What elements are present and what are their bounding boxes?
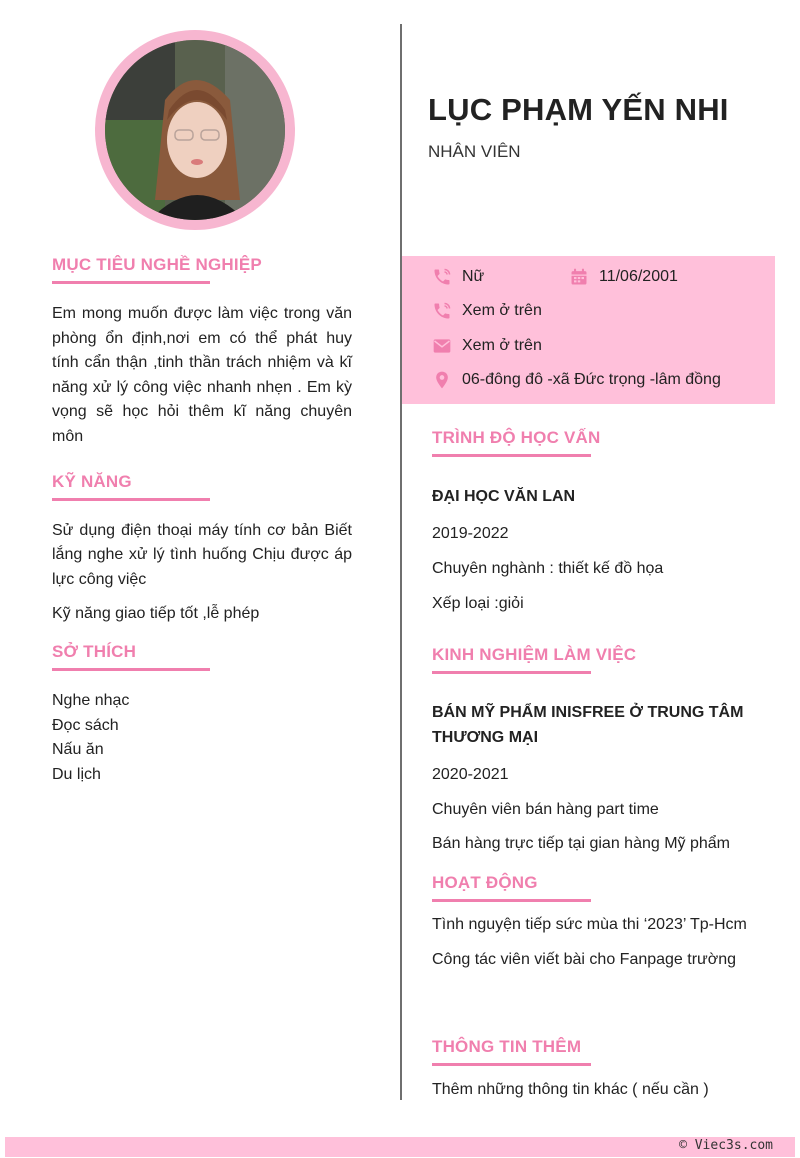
- contact-address: [432, 370, 721, 390]
- additional-title: THÔNG TIN THÊM: [432, 1037, 762, 1066]
- gender-value: Nữ: [462, 268, 485, 285]
- activities-title: HOẠT ĐỘNG: [432, 873, 747, 902]
- contact-phone: [432, 301, 542, 321]
- hobbies-title: SỞ THÍCH: [52, 642, 352, 677]
- calendar-icon: [569, 267, 589, 287]
- avatar-photo: [105, 40, 285, 220]
- contact-box: [402, 256, 775, 404]
- phone-icon: [432, 301, 452, 321]
- avatar-frame: [95, 30, 295, 230]
- skills-section: [52, 472, 352, 627]
- left-column: [52, 255, 352, 787]
- mail-icon: [432, 336, 452, 356]
- candidate-role: NHÂN VIÊN: [428, 142, 521, 161]
- activity-item: Công tác viên viết bài cho Fanpage trường: [432, 951, 737, 968]
- career-objective-title: MỤC TIÊU NGHỀ NGHIỆP: [52, 255, 352, 290]
- experience-title: KINH NGHIỆM LÀM VIỆC: [432, 645, 752, 674]
- career-objective-section: [52, 255, 352, 450]
- education-years: 2019-2022: [432, 525, 509, 542]
- avatar: [105, 40, 285, 220]
- hobbies-section: [52, 642, 352, 787]
- additional-section: [432, 1037, 762, 1102]
- footer-bar: [5, 1137, 795, 1157]
- activities-section: [432, 873, 747, 972]
- activity-item: Tình nguyện tiếp sức mùa thi ‘2023’ Tp-Hcm: [432, 916, 747, 933]
- education-title: TRÌNH ĐỘ HỌC VẤN: [432, 428, 762, 457]
- experience-position: Chuyên viên bán hàng part time: [432, 801, 659, 818]
- hobby-item: Du lịch: [52, 765, 101, 783]
- education-major: Chuyên nghành : thiết kế đồ họa: [432, 560, 664, 577]
- birthday-value: 11/06/2001: [599, 268, 678, 285]
- education-grade: Xếp loại :giỏi: [432, 595, 524, 612]
- career-objective-text: Em mong muốn được làm việc trong văn phòng ổn định,nơi em có thể phát huy tính cẩn thận ,tinh thần trách nhiệm và kĩ năng xử lý công việc nhanh nhẹn . Em kỳ vọng sẽ học hỏi thêm kĩ năng chuyên môn: [52, 305, 352, 445]
- experience-years: 2020-2021: [432, 766, 509, 783]
- skills-title: KỸ NĂNG: [52, 472, 352, 507]
- experience-desc: Bán hàng trực tiếp tại gian hàng Mỹ phẩm: [432, 835, 730, 852]
- phone-value: Xem ở trên: [462, 302, 542, 319]
- hobby-item: Nấu ăn: [52, 741, 104, 759]
- email-value: Xem ở trên: [462, 337, 542, 354]
- experience-job: BÁN MỸ PHẨM INISFREE Ở TRUNG TÂM THƯƠNG MẠI: [432, 704, 744, 746]
- skills-text: Sử dụng điện thoại máy tính cơ bản Biết lắng nghe xử lý tình huống Chịu được áp lực công việc: [52, 521, 352, 588]
- education-school: ĐẠI HỌC VĂN LAN: [432, 488, 576, 505]
- phone-icon: [432, 267, 452, 287]
- experience-section: [432, 645, 752, 856]
- hobby-item: Đọc sách: [52, 716, 119, 734]
- footer-copyright: © Viec3s.com: [679, 1138, 773, 1153]
- education-section: [432, 428, 762, 616]
- hobby-item: Nghe nhạc: [52, 691, 130, 709]
- location-pin-icon: [432, 370, 452, 390]
- candidate-name: LỤC PHẠM YẾN NHI: [428, 92, 729, 127]
- contact-birthday: [569, 267, 678, 287]
- contact-email: [432, 336, 542, 356]
- address-value: 06-đông đô -xã Đức trọng -lâm đồng: [462, 371, 721, 388]
- additional-text: Thêm những thông tin khác ( nếu cần ): [432, 1081, 709, 1098]
- contact-gender: [432, 267, 484, 287]
- skills-extra: Kỹ năng giao tiếp tốt ,lễ phép: [52, 605, 260, 623]
- column-divider: [400, 24, 402, 1100]
